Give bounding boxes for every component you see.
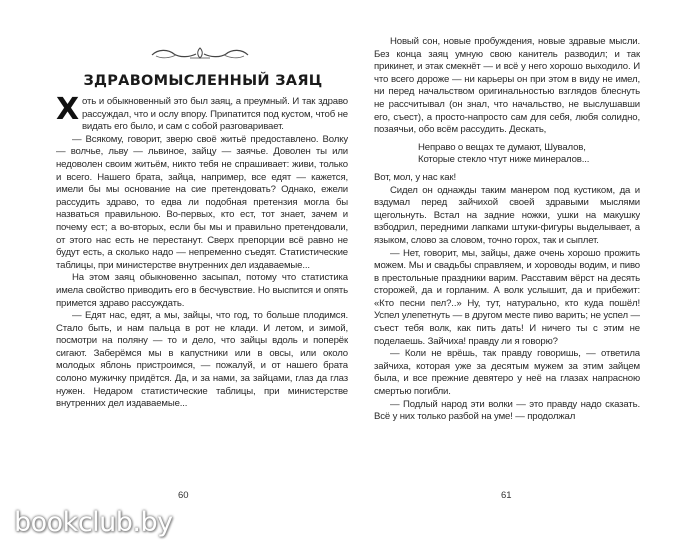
paragraph: На этом заяц обыкновенно засыпал, потому что статистика имела свойство приводить его в бесчувствие. Но выспится и опять примется здраво рассуждать. bbox=[56, 272, 348, 309]
verse-line: Которые стекло чтут ниже минералов... bbox=[418, 154, 590, 166]
paragraph: — Всякому, говорит, зверю своё житьё предоставлено. Волку — волчье, льву — львиное, зайцу — заячье. Доволен ты или недоволен своим житьём, никто тебя не спрашивает: живи, только и всего. Нашего брата, зайца, например, все едят — кажется, имели бы мы основание на сие претендовать? Однако, ежели рассудить здраво, то едва ли подобная претензия могла бы назваться правильною. Во-первых, кто ест, тот знает, зачем и почему ест; а во-вторых, если бы мы и правильно претендовали, от этого нас есть не перестанут. Сверх препорции всё равно не будут есть, а сколько надо — непременно съедят. Статистические таблицы, при министерстве внутренних дел издаваемые... bbox=[56, 133, 348, 271]
paragraph: Сидел он однажды таким манером под кустиком, да и вздумал перед зайчихой своей здравыми мыслями щегольнуть. Встал на задние ножки, ушки на макушку взбодрил, передними лапками штуки-фигуры выделывает, а языком, слово за словом, точно горох, так и сыплет. bbox=[374, 184, 640, 246]
right-page bbox=[350, 0, 700, 543]
opening-paragraph bbox=[56, 96, 348, 134]
watermark-logo: bookclub.by bbox=[14, 507, 173, 538]
page-number: 60 bbox=[178, 490, 189, 501]
paragraph: — Коли не врёшь, так правду говоришь, — ответила зайчиха, которая уже за десятым мужем за этим зайцем была, и все прежние девятеро у неё на глазах напрасною смертью погибли. bbox=[374, 348, 640, 398]
paragraph: — Нет, говорит, мы, зайцы, даже очень хорошо прожить можем. Мы и свадьбы справляем, и хороводы водим, и пиво в престольные праздники варим. Расставим вёрст на десять сторожей, да и горланим. А волк услышит, да и прибежит: «Кто песни пел?..» Ну, тут, натурально, кто куда пошёл! Успел улепетнуть — в другом месте пиво варить; не успел — съест тебя волк, как пить дать! И ничего ты с этим не поделаешь. Зайчиха! правду ли я говорю? bbox=[374, 247, 640, 347]
paragraph: — Едят нас, едят, а мы, зайцы, что год, то больше плодимся. Стало быть, и нам пальца в рот не клади. И летом, и зимой, посмотри на поляну — то и дело, что зайцы вдоль и поперёк сигают. Заберёмся мы в капустники или в овсы, или около молодых яблонь пристроимся, — пожалуй, и от нашего брата солоно мужичку придётся. Да, и за нами, за зайцами, глаз да глаз нужен. Недаром статистические таблицы, при министерстве внутренних дел издаваемые... bbox=[56, 310, 348, 410]
right-page-body bbox=[374, 36, 640, 480]
verse-line: Неправо о вещах те думают, Шувалов, bbox=[418, 141, 586, 153]
chapter-title: ЗДРАВОМЫСЛЕННЫЙ ЗАЯЦ bbox=[83, 73, 323, 89]
paragraph: — Подлый народ эти волки — это правду надо сказать. Всё у них только разбой на уме! — продолжал bbox=[374, 398, 640, 423]
left-page-body bbox=[56, 96, 348, 480]
ornament-flourish-icon bbox=[150, 46, 250, 62]
verse-quote bbox=[418, 142, 640, 167]
opening-paragraph-text: оть и обыкновенный это был заяц, а преумный. И так здраво рассуждал, что и ослу впору. Припатится под кустом, чтоб не видать его было, и сам с собой разговаривает. bbox=[81, 96, 348, 133]
paragraph: Новый сон, новые пробуждения, новые здравые мысли. Без конца заяц умную свою канитель разводил; и так прикинет, и этак смекнёт — и всё у него хорошо выходило. И что всего дороже — ни карьеры он при этом в виду не имел, ни перед начальством оригинальностью взглядов блеснуть не рассчитывал (он знал, что начальство, не выслушавши его, съест), а просто-напросто сам для себя, любя солидно, позаячьи, обо всём рассудить. Дескать, bbox=[374, 36, 640, 136]
drop-cap: Х bbox=[56, 96, 79, 127]
page-number: 61 bbox=[501, 490, 512, 501]
line-after-verse: Вот, мол, у нас как! bbox=[374, 171, 456, 183]
